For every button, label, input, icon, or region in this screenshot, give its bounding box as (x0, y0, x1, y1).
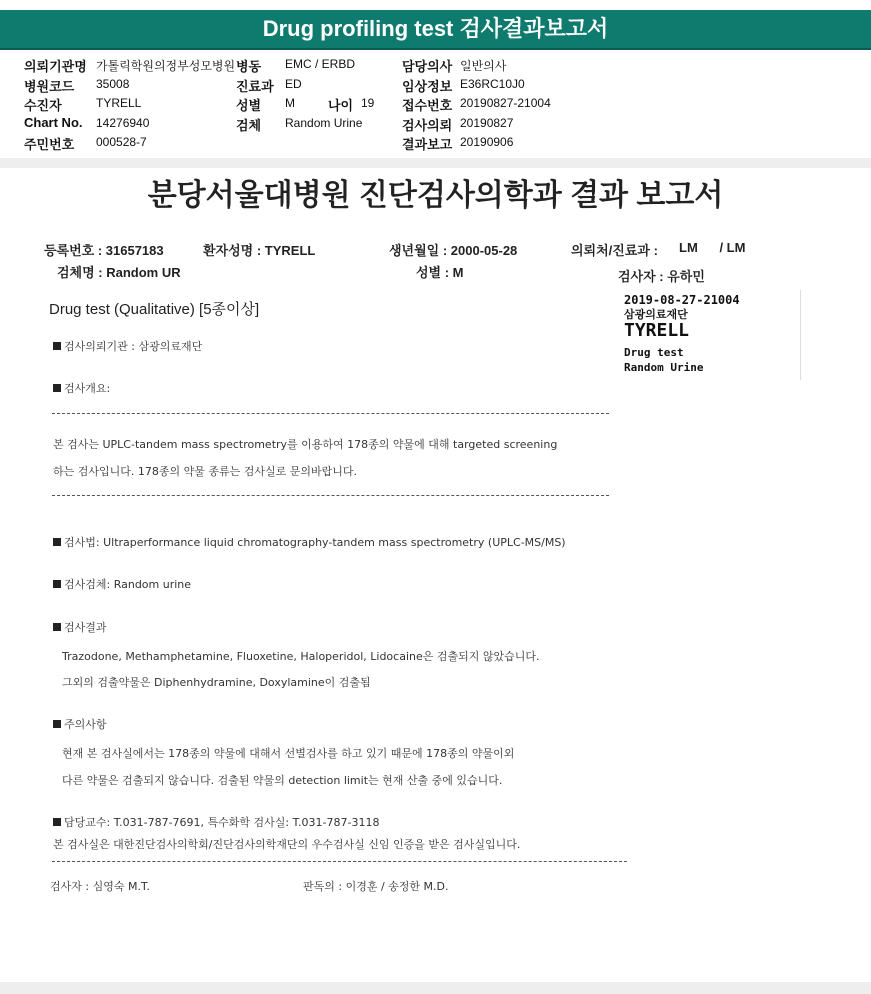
caution-line-1: 현재 본 검사실에서는 178종의 약물에 대해서 선별검사를 하고 있기 때문에 178종의 약물이외 (62, 747, 515, 760)
overview-title-text: 검사개요: (64, 382, 111, 395)
reg-no: 등록번호 : 31657183 (44, 243, 164, 258)
lab-text: 검사의뢰기관 : 삼광의료재단 (64, 340, 203, 353)
label-institution: 의뢰기관명 (24, 59, 87, 74)
specimen-name: 검체명 : Random UR (57, 265, 181, 280)
label-chart-no: Chart No. (24, 115, 83, 130)
tester-name: 검사자 : 유하민 (618, 269, 705, 284)
footer-separator (0, 982, 871, 994)
contact-line (53, 814, 379, 830)
label-specimen: 검체 (236, 118, 262, 133)
stamp-lab: 삼광의료재단 (624, 308, 688, 321)
stamp-specimen: Random Urine (624, 361, 704, 374)
label-ward: 병동 (236, 59, 262, 74)
bullet-square-icon (53, 538, 61, 546)
label-patient: 수진자 (24, 98, 62, 113)
value-doctor: 일반의사 (460, 59, 507, 73)
value-chart-no: 14276940 (96, 116, 150, 130)
bullet-square-icon (53, 623, 61, 631)
caution-line-2: 다른 약물은 검출되지 않습니다. 검출된 약물의 detection limit는 현재 산출 중에 있습니다. (62, 774, 503, 787)
contact-text: 담당교수: T.031-787-7691, 특수화학 검사실: T.031-787-3118 (64, 816, 380, 829)
value-accession: 20190827-21004 (460, 96, 551, 110)
bullet-square-icon (53, 384, 61, 392)
label-accession: 접수번호 (402, 98, 453, 113)
stamp-patient: TYRELL (624, 320, 690, 341)
report-title: 분당서울대병원 진단검사의학과 결과 보고서 (147, 179, 724, 212)
value-request-date: 20190827 (460, 116, 514, 130)
overview-line-1: 본 검사는 UPLC-tandem mass spectrometry를 이용하여 178종의 약물에 대해 targeted screening (53, 438, 558, 451)
report-banner-title: Drug profiling test 검사결과보고서 (0, 10, 871, 50)
value-age: 19 (361, 96, 375, 110)
reading-physician: 판독의 : 이경훈 / 송정한 M.D. (303, 880, 449, 893)
lab-line (53, 338, 202, 354)
value-patient: TYRELL (96, 96, 142, 110)
label-sex: 성별 (236, 98, 262, 113)
bullet-square-icon (53, 580, 61, 588)
header-separator (0, 158, 871, 168)
value-ward: EMC / ERBD (285, 57, 356, 71)
specimen-label-stamp (618, 290, 801, 380)
label-dept: 진료과 (236, 79, 274, 94)
label-clinical-info: 임상정보 (402, 79, 453, 94)
caution-heading (53, 716, 107, 732)
value-report-date: 20190906 (460, 135, 514, 149)
result-heading (53, 619, 107, 635)
stamp-test: Drug test (624, 346, 684, 359)
test-title: Drug test (Qualitative) [5종이상] (49, 301, 260, 318)
overview-heading (53, 380, 110, 396)
value-resident-no: 000528-7 (96, 135, 147, 149)
specimen-line-text: 검사검체: Random urine (64, 578, 192, 591)
label-report-date: 결과보고 (402, 137, 453, 152)
value-dept: ED (285, 77, 302, 91)
divider (52, 495, 609, 496)
label-doctor: 담당의사 (402, 59, 453, 74)
overview-line-2: 하는 검사입니다. 178종의 약물 종류는 검사실로 문의바랍니다. (53, 465, 357, 478)
result-title-text: 검사결과 (64, 621, 107, 634)
value-sex: M (285, 96, 295, 110)
value-clinical-info: E36RC10J0 (460, 77, 525, 91)
value-institution: 가톨릭학원의정부성모병원 (96, 59, 236, 73)
value-hospital-code: 35008 (96, 77, 130, 91)
referring-dept-value: LM / LM (679, 240, 746, 255)
result-line-2: 그외의 검출약물은 Diphenhydramine, Doxylamine이 검출됨 (62, 676, 371, 689)
result-line-1: Trazodone, Methamphetamine, Fluoxetine, Haloperidol, Lidocaine은 검출되지 않았습니다. (62, 650, 540, 663)
divider (52, 413, 609, 414)
label-resident-no: 주민번호 (24, 137, 75, 152)
examiner: 검사자 : 심영숙 M.T. (50, 880, 150, 893)
label-hospital-code: 병원코드 (24, 79, 75, 94)
method-line (53, 534, 566, 550)
label-age: 나이 (328, 98, 354, 113)
birth-date: 생년월일 : 2000-05-28 (389, 243, 518, 258)
bullet-square-icon (53, 720, 61, 728)
bullet-square-icon (53, 342, 61, 350)
divider (52, 861, 627, 862)
method-text: 검사법: Ultraperformance liquid chromatography-tandem mass spectrometry (UPLC-MS/MS) (64, 536, 566, 549)
label-request-date: 검사의뢰 (402, 118, 453, 133)
stamp-accession: 2019-08-27-21004 (624, 293, 740, 307)
patient-name: 환자성명 : TYRELL (203, 243, 316, 258)
referring-dept-label: 의뢰처/진료과 : (571, 243, 658, 258)
caution-title-text: 주의사항 (64, 718, 107, 731)
patient-sex: 성별 : M (416, 265, 464, 280)
specimen-line (53, 576, 191, 592)
value-specimen: Random Urine (285, 116, 363, 130)
bullet-square-icon (53, 818, 61, 826)
certification-line: 본 검사실은 대한진단검사의학회/진단검사의학재단의 우수검사실 신임 인증을 받은 검사실입니다. (53, 838, 521, 851)
